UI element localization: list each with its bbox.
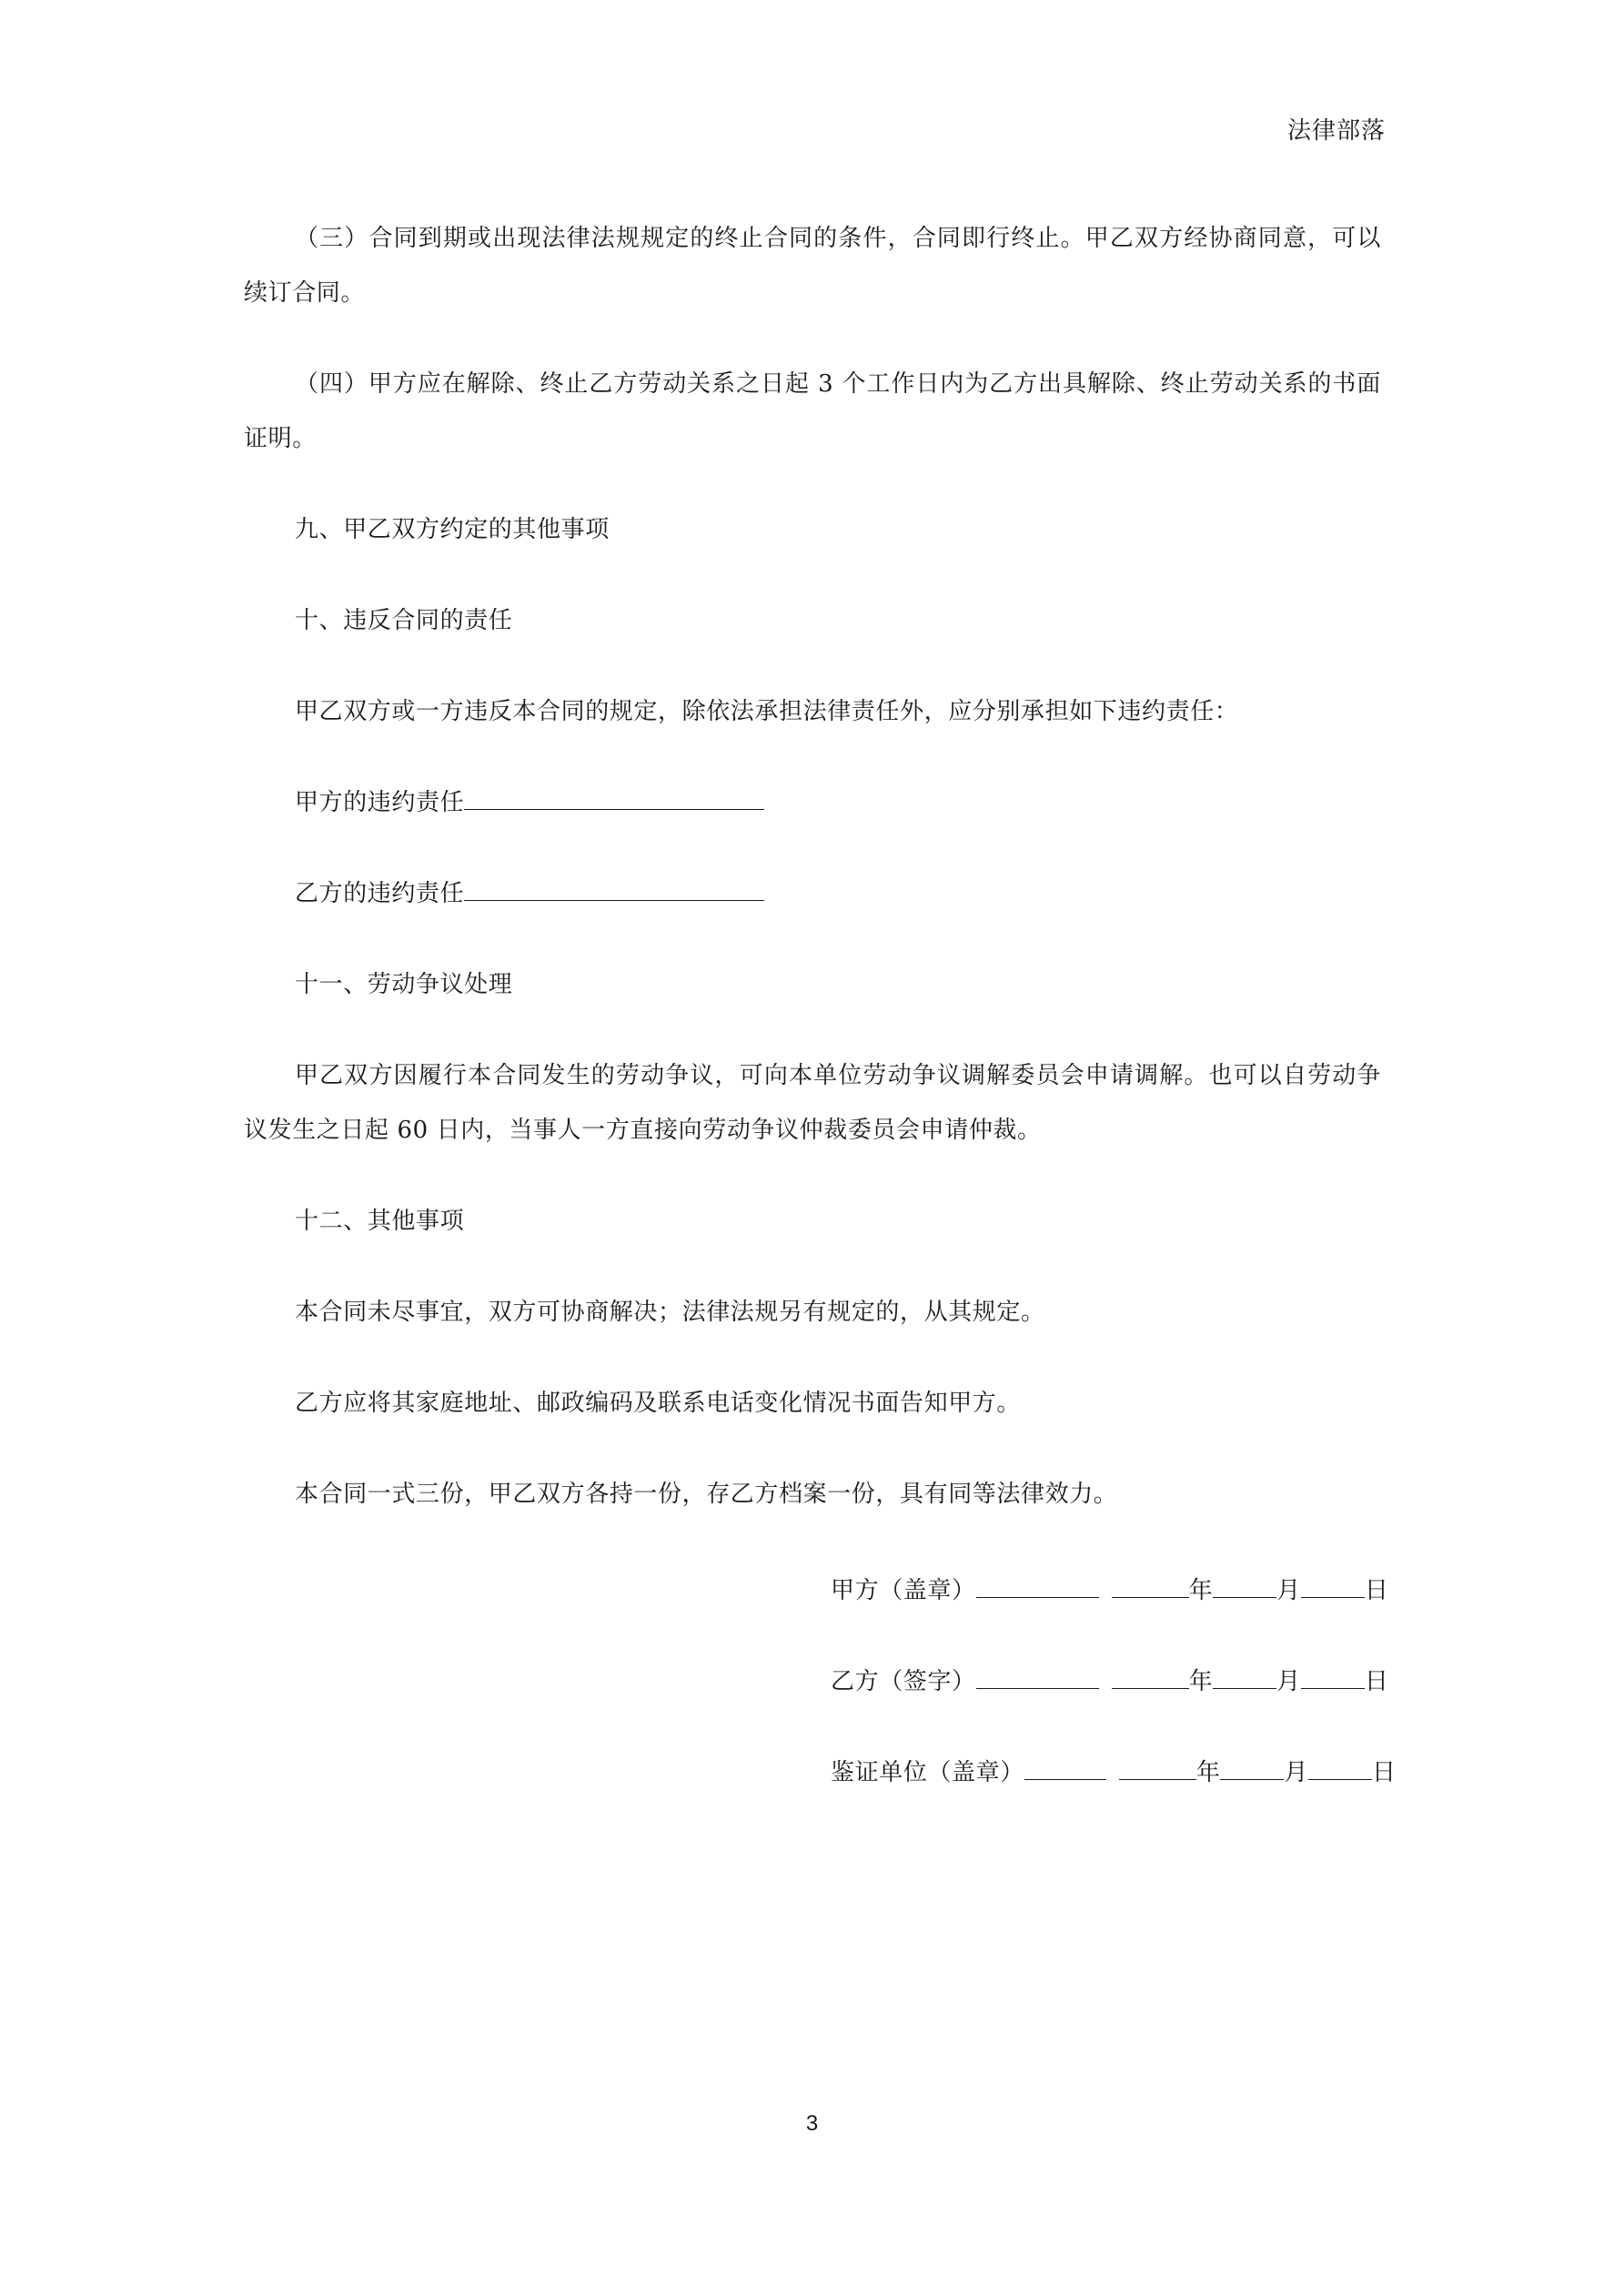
- party-a-seal-label: 甲方（盖章）: [831, 1577, 976, 1604]
- page-number: 3: [805, 2111, 819, 2136]
- clause-4-certificate: （四）甲方应在解除、终止乙方劳动关系之日起 3 个工作日内为乙方出具解除、终止劳动关系的书面证明。: [244, 370, 1381, 452]
- year-label: 年: [1188, 1668, 1214, 1695]
- signature-line-party-b: [831, 1654, 1397, 1709]
- month-label: 月: [1276, 1668, 1301, 1695]
- header-brand: 法律部落: [1286, 117, 1386, 145]
- other-matters-2: 乙方应将其家庭地址、邮政编码及联系电话变化情况书面告知甲方。: [295, 1390, 1022, 1417]
- party-b-liability: [244, 866, 1381, 921]
- verifier-day-blank[interactable]: [1308, 1754, 1372, 1780]
- day-label: 日: [1372, 1759, 1397, 1786]
- party-b-liability-blank[interactable]: [464, 875, 764, 901]
- verifier-seal-blank[interactable]: [1024, 1754, 1106, 1780]
- party-b-year-blank[interactable]: [1112, 1663, 1189, 1689]
- verifier-month-blank[interactable]: [1220, 1754, 1284, 1780]
- party-a-month-blank[interactable]: [1213, 1572, 1276, 1598]
- party-b-sign-blank[interactable]: [976, 1663, 1099, 1689]
- document-body: [244, 211, 1381, 1522]
- party-a-liability: [244, 775, 1381, 830]
- section-11-heading: 十一、劳动争议处理: [295, 971, 513, 998]
- breach-intro: 甲乙双方或一方违反本合同的规定，除依法承担法律责任外，应分别承担如下违约责任：: [295, 698, 1239, 725]
- month-label: 月: [1276, 1577, 1301, 1604]
- section-9-heading: 九、甲乙双方约定的其他事项: [295, 516, 610, 543]
- other-matters-3: 本合同一式三份，甲乙双方各持一份，存乙方档案一份，具有同等法律效力。: [295, 1481, 1118, 1508]
- party-b-month-blank[interactable]: [1213, 1663, 1276, 1689]
- party-a-year-blank[interactable]: [1112, 1572, 1189, 1598]
- dispute-resolution: 甲乙双方因履行本合同发生的劳动争议，可向本单位劳动争议调解委员会申请调解。也可以自劳动争议发生之日起 60 日内，当事人一方直接向劳动争议仲裁委员会申请仲裁。: [244, 1062, 1381, 1144]
- day-label: 日: [1364, 1577, 1389, 1604]
- party-b-liability-label: 乙方的违约责任: [295, 880, 465, 907]
- clause-3-termination: （三）合同到期或出现法律法规规定的终止合同的条件，合同即行终止。甲乙双方经协商同意，可以续订合同。: [244, 225, 1381, 307]
- year-label: 年: [1188, 1577, 1214, 1604]
- party-b-sign-label: 乙方（签字）: [831, 1668, 976, 1695]
- month-label: 月: [1284, 1759, 1309, 1786]
- party-a-day-blank[interactable]: [1301, 1572, 1365, 1598]
- party-a-seal-blank[interactable]: [976, 1572, 1099, 1598]
- section-10-heading: 十、违反合同的责任: [295, 607, 513, 634]
- section-12-heading: 十二、其他事项: [295, 1208, 465, 1235]
- party-b-day-blank[interactable]: [1301, 1663, 1365, 1689]
- year-label: 年: [1195, 1759, 1221, 1786]
- party-a-liability-blank[interactable]: [464, 784, 764, 810]
- party-a-liability-label: 甲方的违约责任: [295, 789, 465, 816]
- verifier-seal-label: 鉴证单位（盖章）: [831, 1759, 1024, 1786]
- signature-line-party-a: [831, 1563, 1397, 1618]
- verifier-year-blank[interactable]: [1119, 1754, 1196, 1780]
- day-label: 日: [1364, 1668, 1389, 1695]
- signature-block: [831, 1563, 1397, 1800]
- other-matters-1: 本合同未尽事宜，双方可协商解决；法律法规另有规定的，从其规定。: [295, 1299, 1045, 1326]
- signature-line-verifier: [831, 1745, 1397, 1800]
